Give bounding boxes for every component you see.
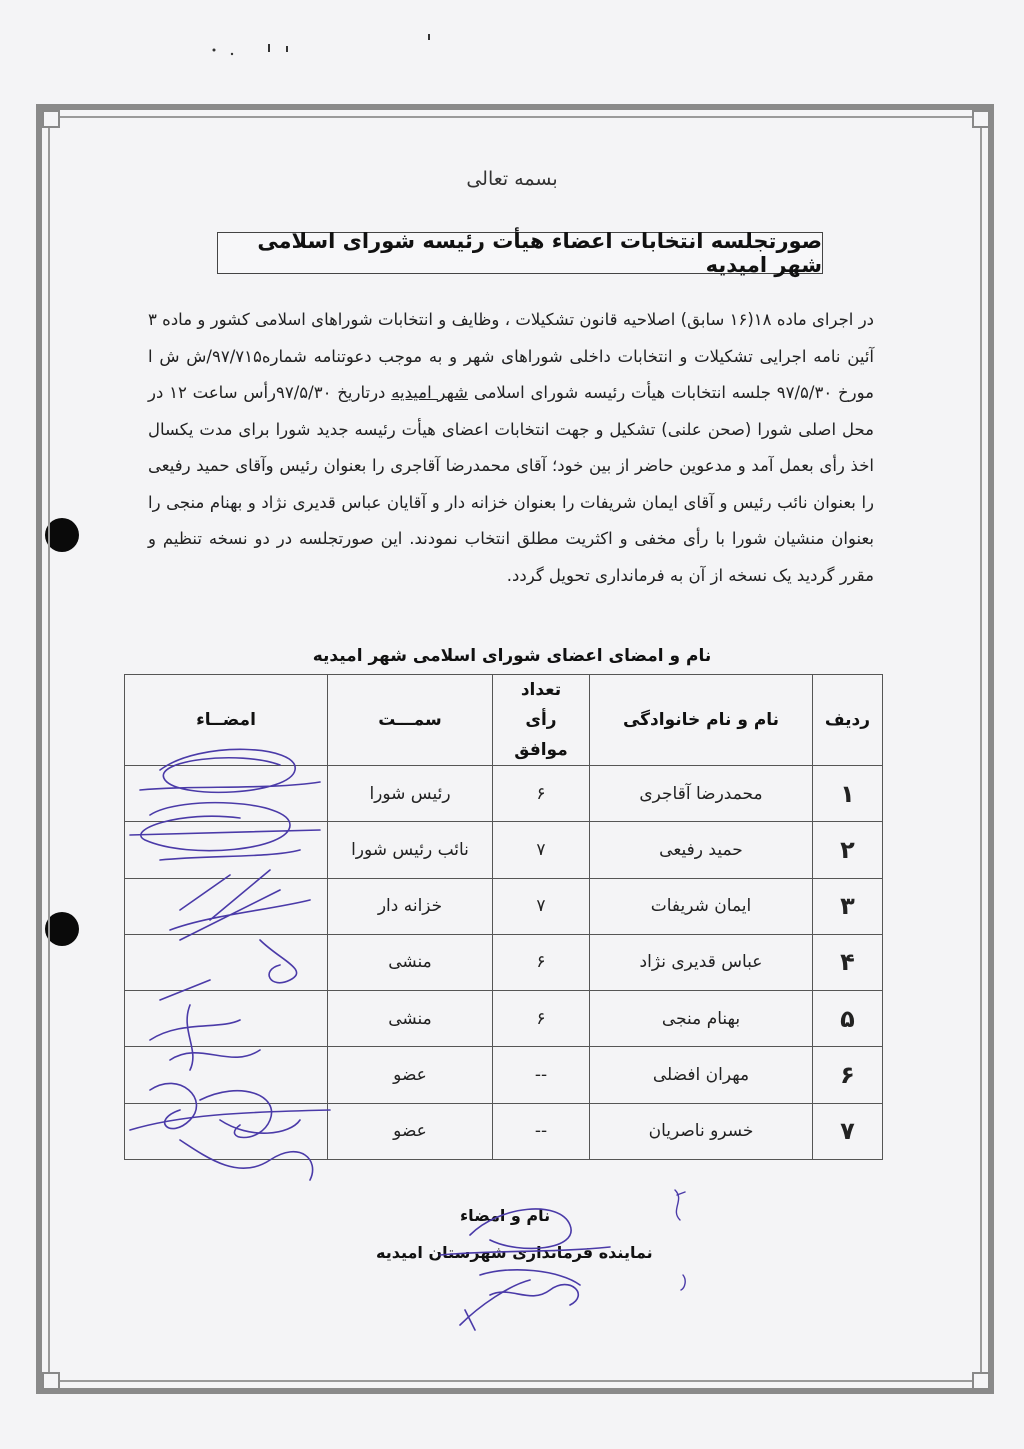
footer-representative-label: نماینده فرمانداری شهرستان امیدیه (376, 1243, 653, 1262)
member-name: مهران افضلی (590, 1047, 813, 1103)
header-signature: امضــاء (125, 675, 328, 766)
row-number: ۵ (813, 991, 883, 1047)
table-row (125, 822, 883, 878)
member-signature-cell (125, 1103, 328, 1159)
member-position: منشی (328, 934, 493, 990)
member-votes: ۶ (493, 766, 590, 822)
header-votes (493, 675, 590, 766)
member-name: خسرو ناصریان (590, 1103, 813, 1159)
member-position: نائب رئیس شورا (328, 822, 493, 878)
paragraph-part-2: درتاریخ ۹۷/۵/۳۰رأس ساعت ۱۲ در محل اصلی شورا (صحن علنی) تشکیل و جهت انتخابات اعضای هیأت رئیسه جدید شورا برای مدت یکسال اخذ رأی بعمل آمد و مدعوین حاضر از بین خود؛ آقای محمدرضا آقاجری را بعنوان رئیس وآقای حمید رفیعی را بعنوان نائب رئیس و آقای ایمان شریفات را بعنوان خزانه دار و آقایان عباس قدیری نژاد و بهنام منجی را بعنوان منشیان شورا با رأی مخفی و اکثریت مطلق انتخاب نمودند. این صورتجلسه در دو نسخه تنظیم و مقرر گردید یک نسخه از آن به فرمانداری تحویل گردد. (148, 383, 874, 585)
table-header-row (125, 675, 883, 766)
table-row (125, 766, 883, 822)
row-number: ۱ (813, 766, 883, 822)
heading-bismillah: بسمه تعالی (466, 168, 558, 190)
header-position: سمـــت (328, 675, 493, 766)
document-title: صورتجلسه انتخابات اعضاء هیأت رئیسه شورای اسلامی شهر امیدیه (257, 229, 822, 277)
row-number: ۷ (813, 1103, 883, 1159)
border-corner-br (972, 1372, 990, 1390)
member-signature-cell (125, 991, 328, 1047)
paragraph-underlined-city: شهر امیدیه (391, 383, 469, 402)
member-position: عضو (328, 1103, 493, 1159)
footer-name-signature-label: نام و امضاء (460, 1206, 551, 1225)
border-corner-tl (42, 110, 60, 128)
table-title: نام و امضای اعضای شورای اسلامی شهر امیدیه (312, 646, 712, 666)
member-name: محمدرضا آقاجری (590, 766, 813, 822)
members-table (124, 674, 883, 1160)
member-votes: ۶ (493, 934, 590, 990)
table-row (125, 934, 883, 990)
member-position: رئیس شورا (328, 766, 493, 822)
row-number: ۳ (813, 878, 883, 934)
header-row-number: ردیف (813, 675, 883, 766)
header-votes-label: تعداد رأی موافق (514, 680, 568, 760)
table-row (125, 1047, 883, 1103)
table-row (125, 991, 883, 1047)
table-row (125, 878, 883, 934)
border-corner-bl (42, 1372, 60, 1390)
member-name: ایمان شریفات (590, 878, 813, 934)
row-number: ۶ (813, 1047, 883, 1103)
member-votes: ۶ (493, 991, 590, 1047)
paragraph-part-1: در اجرای ماده ۱۸(۱۶ سابق) اصلاحیه قانون تشکیلات ، وظایف و انتخابات شوراهای اسلامی کشور و ماده ۳ آئین نامه اجرایی تشکیلات و انتخابات داخلی شوراهای شهر و به موجب دعوتنامه شماره۹۷/۷۱۵/ش ش ا مورخ ۹۷/۵/۳۰ جلسه انتخابات هیأت رئیسه شورای اسلامی (148, 310, 875, 402)
title-box (217, 229, 823, 277)
row-number: ۲ (813, 822, 883, 878)
member-name: بهنام منجی (590, 991, 813, 1047)
member-position: خزانه دار (328, 878, 493, 934)
table-row (125, 1103, 883, 1159)
member-signature-cell (125, 1047, 328, 1103)
scan-specks (200, 30, 600, 60)
member-position: منشی (328, 991, 493, 1047)
member-signature-cell (125, 934, 328, 990)
member-signature-cell (125, 878, 328, 934)
member-signature-cell (125, 822, 328, 878)
minutes-paragraph (148, 302, 874, 594)
member-signature-cell (125, 766, 328, 822)
member-position: عضو (328, 1047, 493, 1103)
border-corner-tr (972, 110, 990, 128)
member-name: حمید رفیعی (590, 822, 813, 878)
margin-handwritten-mark (655, 1180, 705, 1300)
member-votes: ۷ (493, 878, 590, 934)
row-number: ۴ (813, 934, 883, 990)
header-full-name: نام و نام خانوادگی (590, 675, 813, 766)
member-votes: ۷ (493, 822, 590, 878)
member-votes: -- (493, 1047, 590, 1103)
member-name: عباس قدیری نژاد (590, 934, 813, 990)
member-votes: -- (493, 1103, 590, 1159)
